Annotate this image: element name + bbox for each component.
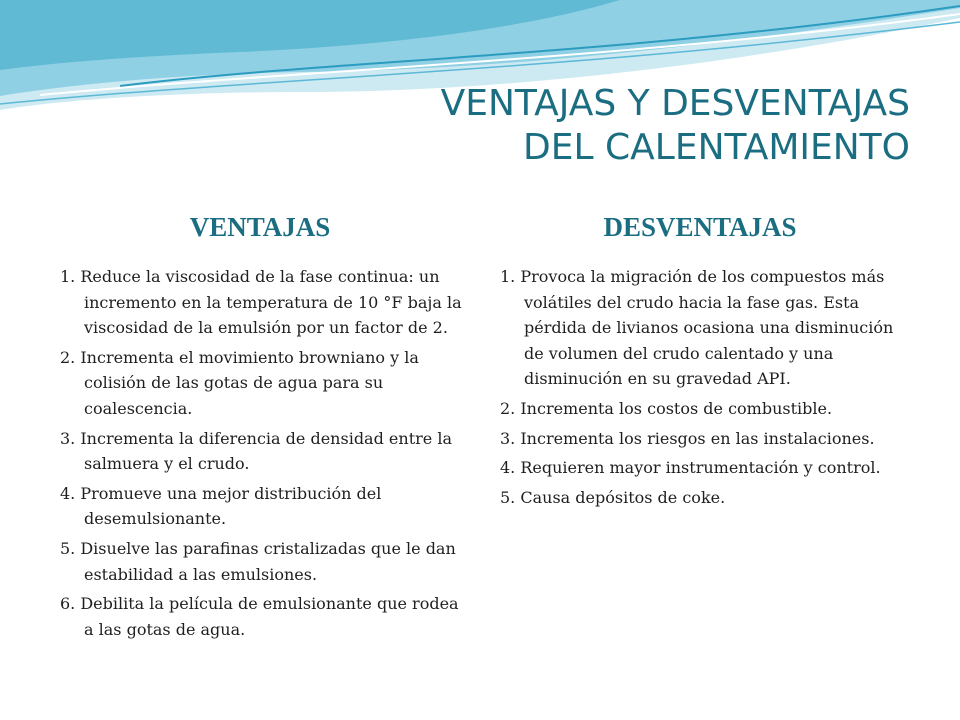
- desventajas-item: 5. Causa depósitos de coke.: [500, 487, 726, 507]
- desventajas-list: [500, 264, 900, 514]
- desventajas-item: 4. Requieren mayor instrumentación y control.: [500, 458, 881, 478]
- ventajas-item: 1. Reduce la viscosidad de la fase continua: un incremento en la temperatura de 10 °F baja la viscosidad de la emulsión por un factor de 2.: [60, 267, 462, 338]
- ventajas-heading: VENTAJAS: [189, 212, 331, 242]
- slide-title-line-2: DEL CALENTAMIENTO: [523, 127, 910, 168]
- desventajas-item: 1. Provoca la migración de los compuestos más volátiles del crudo hacia la fase gas. Esta pérdida de livianos ocasiona una disminución de volumen del crudo calentado y una disminución en su gravedad API.: [500, 267, 894, 389]
- slide-title-line-1: VENTAJAS Y DESVENTAJAS: [440, 83, 910, 124]
- desventajas-heading: DESVENTAJAS: [603, 212, 797, 242]
- ventajas-item: 5. Disuelve las parafinas cristalizadas que le dan estabilidad a las emulsiones.: [60, 538, 456, 584]
- ventajas-list: [60, 264, 465, 646]
- desventajas-item: 3. Incrementa los riesgos en las instalaciones.: [500, 428, 875, 448]
- ventajas-item: 4. Promueve una mejor distribución del desemulsionante.: [60, 483, 382, 529]
- slide-title: [300, 82, 910, 170]
- ventajas-item: 6. Debilita la película de emulsionante que rodea a las gotas de agua.: [60, 594, 459, 639]
- desventajas-item: 2. Incrementa los costos de combustible.: [500, 398, 833, 418]
- ventajas-item: 3. Incrementa la diferencia de densidad entre la salmuera y el crudo.: [60, 428, 452, 474]
- ventajas-item: 2. Incrementa el movimiento browniano y la colisión de las gotas de agua para su coalescencia.: [60, 347, 419, 418]
